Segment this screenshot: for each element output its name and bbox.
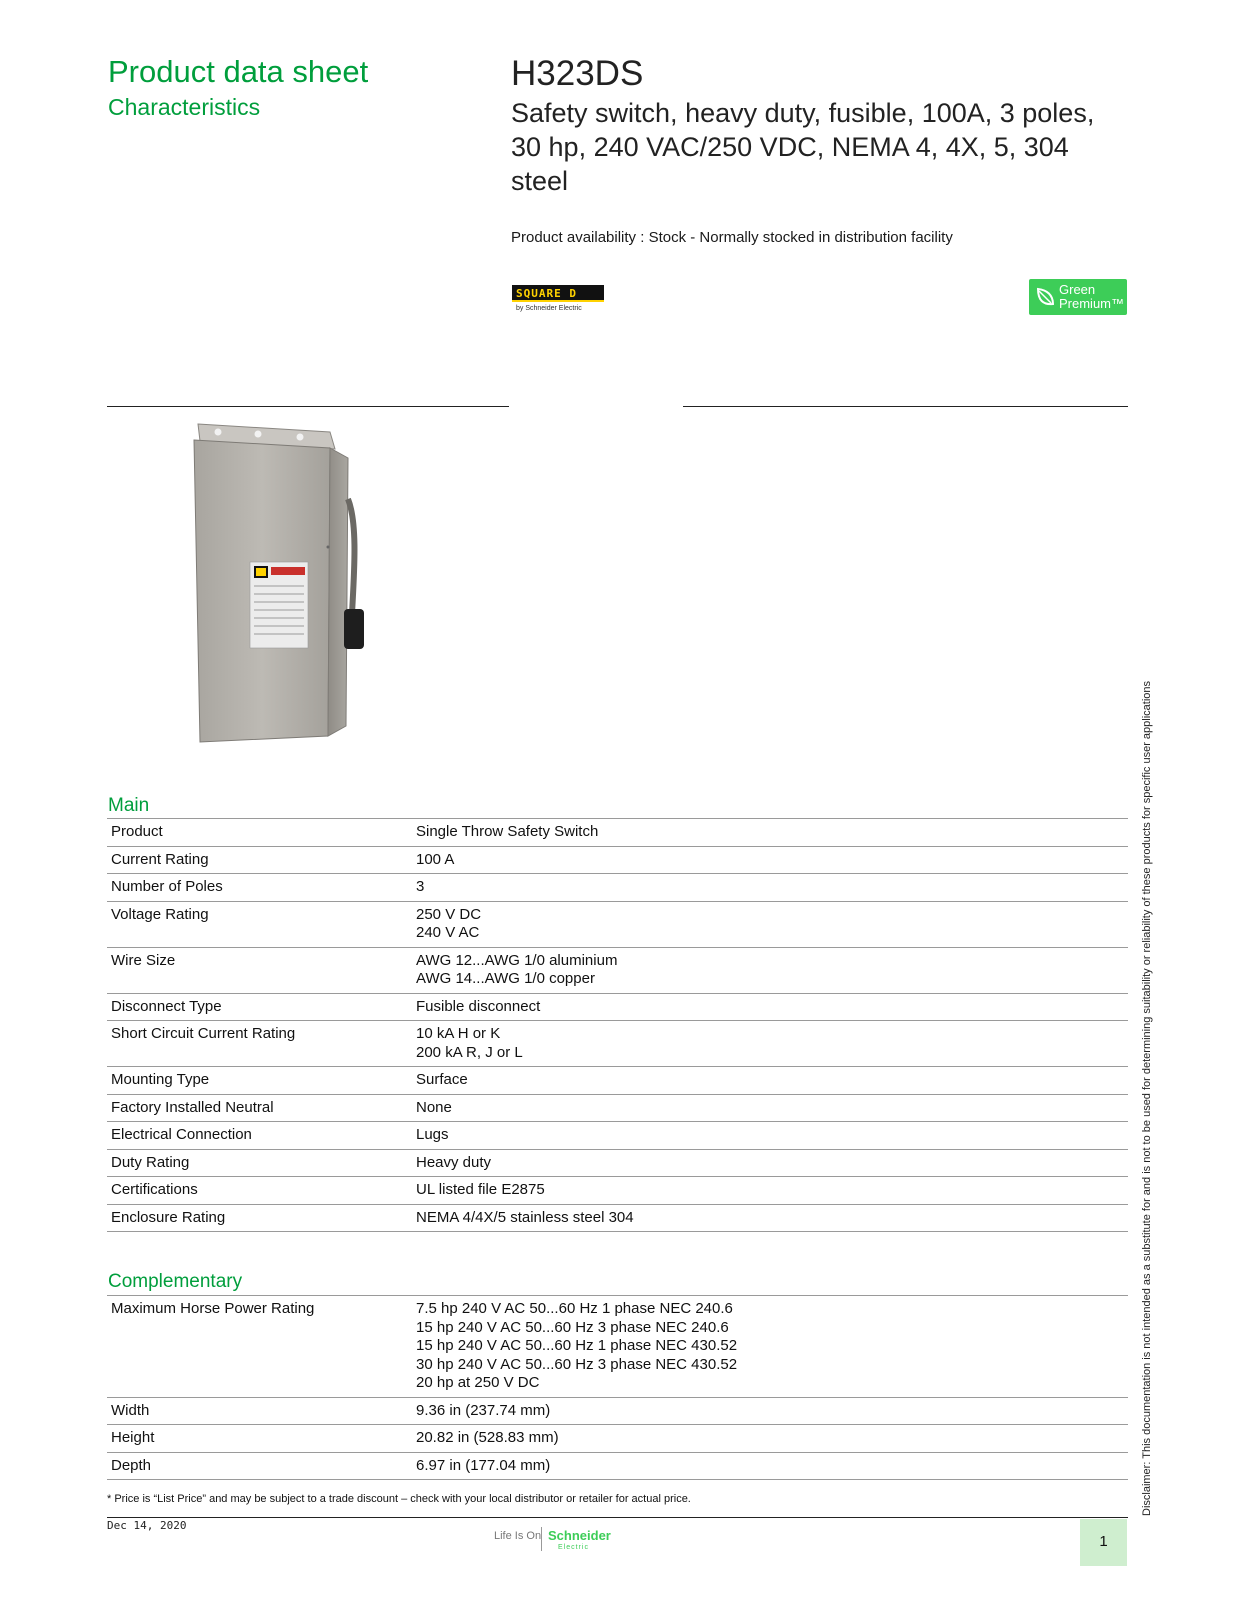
spec-label: Product bbox=[107, 819, 409, 847]
spec-row bbox=[107, 1067, 1128, 1095]
spec-row bbox=[107, 846, 1128, 874]
doc-title: Product data sheet bbox=[108, 54, 369, 89]
spec-row bbox=[107, 901, 1128, 947]
spec-value-line: Fusible disconnect bbox=[416, 997, 541, 1015]
schneider-electric-logo bbox=[548, 1530, 611, 1554]
spec-row bbox=[107, 947, 1128, 993]
spec-value-line: 100 A bbox=[416, 850, 455, 868]
spec-label: Current Rating bbox=[107, 846, 409, 874]
spec-row bbox=[107, 1021, 1128, 1067]
spec-label: Depth bbox=[107, 1452, 409, 1480]
spec-label: Disconnect Type bbox=[107, 993, 409, 1021]
spec-value-line: UL listed file E2875 bbox=[416, 1181, 545, 1198]
spec-row bbox=[107, 1204, 1128, 1232]
spec-row bbox=[107, 1397, 1128, 1425]
spec-label: Height bbox=[107, 1425, 409, 1453]
square-d-logo-subtext: by Schneider Electric bbox=[516, 305, 582, 312]
spec-value bbox=[409, 901, 1128, 947]
footer-logo-separator bbox=[541, 1527, 542, 1551]
spec-value-line: Single Throw Safety Switch bbox=[416, 823, 599, 840]
divider-left bbox=[107, 406, 509, 407]
product-image bbox=[180, 414, 375, 749]
spec-label: Certifications bbox=[107, 1177, 409, 1205]
spec-value-line: Heavy duty bbox=[416, 1153, 492, 1171]
spec-row bbox=[107, 993, 1128, 1021]
spec-value bbox=[409, 1397, 1128, 1425]
divider-right bbox=[683, 406, 1128, 407]
section-title-complementary: Complementary bbox=[108, 1271, 243, 1292]
disclaimer: Disclaimer: This documentation is not intended as a substitute for and is not to be used for determining suitability or reliability of these products for specific user applications bbox=[1141, 680, 1153, 1516]
spec-value-line: 200 kA R, J or L bbox=[416, 1043, 523, 1061]
schneider-logo-subtext: Electric bbox=[558, 1544, 589, 1551]
spec-value-line: 250 V DC bbox=[416, 905, 482, 923]
spec-value bbox=[409, 1296, 1128, 1398]
spec-label: Electrical Connection bbox=[107, 1122, 409, 1150]
spec-row bbox=[107, 1122, 1128, 1150]
spec-value-line: AWG 14...AWG 1/0 copper bbox=[416, 970, 595, 987]
spec-value-line: Surface bbox=[416, 1071, 468, 1088]
price-note: * Price is “List Price” and may be subject to a trade discount – check with your local distributor or retailer for actual price. bbox=[107, 1493, 691, 1505]
spec-label: Maximum Horse Power Rating bbox=[107, 1296, 409, 1398]
spec-value bbox=[409, 819, 1128, 847]
spec-value bbox=[409, 1067, 1128, 1095]
spec-value bbox=[409, 1021, 1128, 1067]
spec-value bbox=[409, 1452, 1128, 1480]
schneider-logo-text: Schneider bbox=[548, 1528, 611, 1543]
spec-value bbox=[409, 1122, 1128, 1150]
spec-value bbox=[409, 993, 1128, 1021]
product-availability: Product availability : Stock - Normally stocked in distribution facility bbox=[511, 229, 953, 246]
life-is-on-tagline: Life Is On bbox=[494, 1530, 542, 1542]
spec-value bbox=[409, 1149, 1128, 1177]
spec-row bbox=[107, 1094, 1128, 1122]
spec-row bbox=[107, 1425, 1128, 1453]
spec-label: Factory Installed Neutral bbox=[107, 1094, 409, 1122]
spec-row bbox=[107, 1452, 1128, 1480]
spec-value-line: 20.82 in (528.83 mm) bbox=[416, 1429, 559, 1446]
spec-label: Duty Rating bbox=[107, 1149, 409, 1177]
square-d-logo-text: SQUARE D bbox=[512, 285, 604, 302]
spec-value bbox=[409, 1425, 1128, 1453]
spec-value-line: 20 hp at 250 V DC bbox=[416, 1374, 540, 1391]
spec-label: Enclosure Rating bbox=[107, 1204, 409, 1232]
leaf-icon bbox=[1035, 286, 1057, 308]
spec-row bbox=[107, 1149, 1128, 1177]
spec-label: Mounting Type bbox=[107, 1067, 409, 1095]
spec-value-line: 3 bbox=[416, 878, 425, 895]
section-title-main: Main bbox=[108, 795, 150, 816]
square-d-logo bbox=[512, 285, 612, 321]
spec-value-line: 6.97 in (177.04 mm) bbox=[416, 1456, 551, 1474]
spec-value bbox=[409, 1177, 1128, 1205]
spec-value-line: AWG 12...AWG 1/0 aluminium bbox=[416, 951, 618, 969]
complementary-spec-table bbox=[107, 1295, 1128, 1480]
spec-value-line: 30 hp 240 V AC 50...60 Hz 3 phase NEC 430.52 bbox=[416, 1355, 738, 1373]
spec-label: Voltage Rating bbox=[107, 901, 409, 947]
spec-value-line: 9.36 in (237.74 mm) bbox=[416, 1401, 551, 1419]
badge-line-1: Green bbox=[1059, 282, 1096, 297]
doc-subtitle: Characteristics bbox=[108, 94, 261, 120]
document-date: Dec 14, 2020 bbox=[107, 1519, 187, 1532]
spec-value bbox=[409, 1094, 1128, 1122]
product-code: H323DS bbox=[511, 54, 644, 93]
spec-label: Wire Size bbox=[107, 947, 409, 993]
spec-value-line: 7.5 hp 240 V AC 50...60 Hz 1 phase NEC 240.6 bbox=[416, 1300, 733, 1317]
spec-value-line: 240 V AC bbox=[416, 924, 480, 941]
spec-value-line: 10 kA H or K bbox=[416, 1025, 501, 1042]
spec-value-line: 15 hp 240 V AC 50...60 Hz 1 phase NEC 430.52 bbox=[416, 1337, 738, 1354]
footer-divider bbox=[107, 1517, 1128, 1518]
spec-value-line: 15 hp 240 V AC 50...60 Hz 3 phase NEC 240.6 bbox=[416, 1318, 729, 1336]
badge-line-2: Premium™ bbox=[1059, 296, 1125, 311]
spec-value bbox=[409, 1204, 1128, 1232]
spec-row bbox=[107, 874, 1128, 902]
spec-value bbox=[409, 846, 1128, 874]
green-premium-badge bbox=[1029, 279, 1127, 315]
spec-row bbox=[107, 819, 1128, 847]
spec-value-line: Lugs bbox=[416, 1126, 449, 1143]
spec-row bbox=[107, 1177, 1128, 1205]
spec-value-line: None bbox=[416, 1098, 452, 1116]
spec-label: Number of Poles bbox=[107, 874, 409, 902]
product-description: Safety switch, heavy duty, fusible, 100A, 3 poles, 30 hp, 240 VAC/250 VDC, NEMA 4, 4X, 5, 304 steel bbox=[511, 98, 1095, 196]
spec-label: Width bbox=[107, 1397, 409, 1425]
page-number: 1 bbox=[1099, 1533, 1108, 1550]
spec-label: Short Circuit Current Rating bbox=[107, 1021, 409, 1067]
main-spec-table bbox=[107, 818, 1128, 1232]
spec-value-line: NEMA 4/4X/5 stainless steel 304 bbox=[416, 1208, 634, 1226]
spec-value bbox=[409, 947, 1128, 993]
spec-row bbox=[107, 1296, 1128, 1398]
spec-value bbox=[409, 874, 1128, 902]
